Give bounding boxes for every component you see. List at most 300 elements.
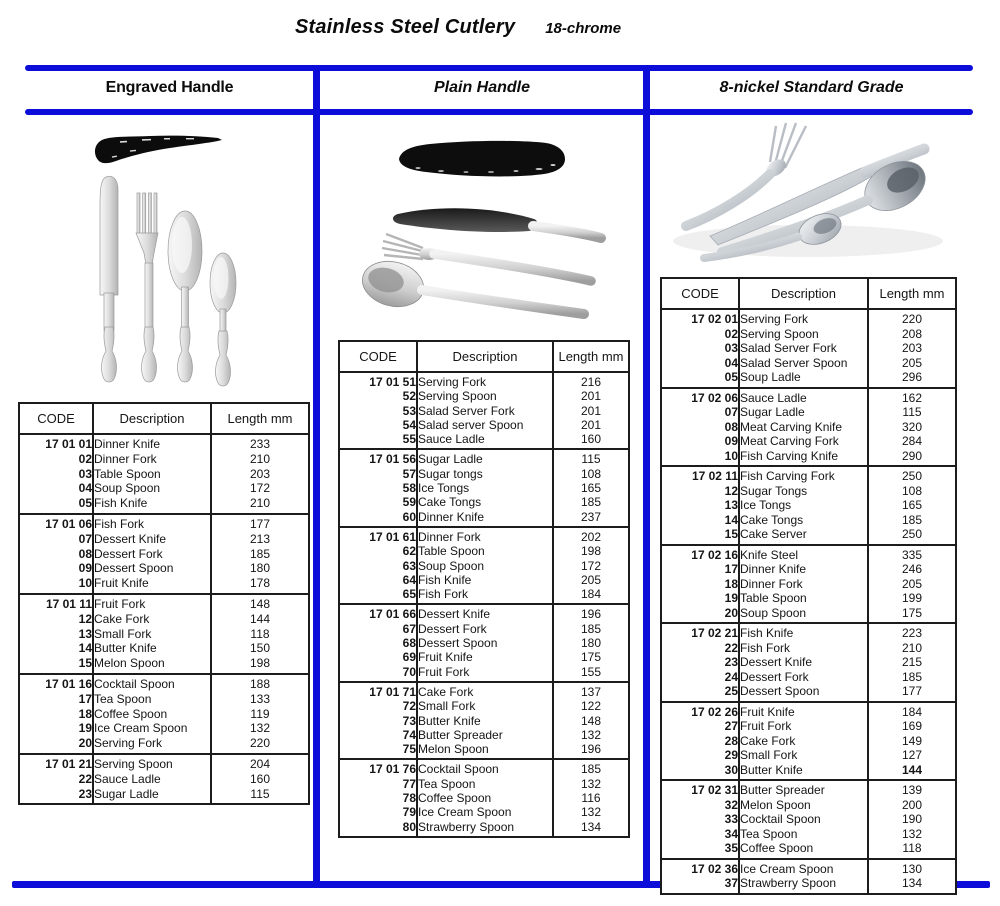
- description-cell: Fruit Knife: [739, 702, 868, 720]
- description-cell: Tea Spoon: [93, 692, 211, 707]
- table-row: [339, 559, 629, 573]
- code-cell: 17 01 71: [339, 682, 417, 699]
- code-cell: 03: [661, 341, 739, 356]
- length-cell: 130: [868, 859, 956, 877]
- length-cell: 250: [868, 527, 956, 545]
- description-cell: Sugar Ladle: [417, 449, 553, 466]
- table-row: [339, 495, 629, 509]
- length-cell: 220: [211, 736, 309, 754]
- code-cell: 14: [19, 641, 93, 656]
- code-cell: 29: [661, 748, 739, 763]
- length-cell: 208: [868, 327, 956, 342]
- code-group: [339, 527, 629, 604]
- code-cell: 07: [19, 532, 93, 547]
- description-cell: Coffee Spoon: [417, 791, 553, 805]
- code-cell: 09: [661, 434, 739, 449]
- table-row: [661, 812, 956, 827]
- description-cell: Serving Fork: [739, 309, 868, 327]
- code-cell: 17 02 21: [661, 623, 739, 641]
- column-header-cell: Description: [93, 403, 211, 434]
- code-group: [339, 604, 629, 681]
- description-cell: Soup Ladle: [739, 370, 868, 388]
- description-cell: Cake Fork: [93, 612, 211, 627]
- code-cell: 17 01 06: [19, 514, 93, 532]
- code-cell: 17 01 76: [339, 759, 417, 776]
- length-cell: 115: [211, 787, 309, 805]
- length-cell: 203: [211, 467, 309, 482]
- code-cell: 64: [339, 573, 417, 587]
- table-row: [661, 388, 956, 406]
- length-cell: 108: [553, 467, 629, 481]
- length-cell: 122: [553, 699, 629, 713]
- code-cell: 75: [339, 742, 417, 759]
- table-row: [19, 754, 309, 772]
- length-cell: 190: [868, 812, 956, 827]
- length-cell: 165: [868, 498, 956, 513]
- length-cell: 178: [211, 576, 309, 594]
- code-group: [661, 466, 956, 545]
- standard-grade-table: [660, 277, 957, 895]
- length-cell: 198: [211, 656, 309, 674]
- description-cell: Fruit Knife: [417, 650, 553, 664]
- table-row: [339, 449, 629, 466]
- table-row: [339, 432, 629, 449]
- code-cell: 77: [339, 777, 417, 791]
- code-cell: 80: [339, 820, 417, 837]
- table-row: [339, 622, 629, 636]
- description-cell: Meat Carving Fork: [739, 434, 868, 449]
- length-cell: 134: [553, 820, 629, 837]
- table-row: [339, 372, 629, 389]
- code-cell: 17 01 51: [339, 372, 417, 389]
- header-row: [661, 278, 956, 309]
- column-divider-1: [313, 65, 320, 888]
- table-row: [661, 641, 956, 656]
- table-row: [661, 484, 956, 499]
- description-cell: Dinner Fork: [93, 452, 211, 467]
- length-cell: 185: [868, 513, 956, 528]
- description-cell: Dessert Knife: [93, 532, 211, 547]
- code-cell: 57: [339, 467, 417, 481]
- description-cell: Small Fork: [417, 699, 553, 713]
- table-row: [339, 587, 629, 604]
- table-row: [339, 665, 629, 682]
- description-cell: Cake Tongs: [417, 495, 553, 509]
- length-cell: 132: [553, 805, 629, 819]
- length-cell: 185: [553, 622, 629, 636]
- table-row: [339, 805, 629, 819]
- length-cell: 290: [868, 449, 956, 467]
- table-row: [661, 356, 956, 371]
- code-group: [661, 780, 956, 859]
- code-group: [339, 449, 629, 526]
- description-cell: Fish Carving Fork: [739, 466, 868, 484]
- engraved-handle-swatch-image: [90, 130, 230, 172]
- table-row: [339, 636, 629, 650]
- code-cell: 35: [661, 841, 739, 859]
- code-group: [339, 372, 629, 449]
- length-cell: 220: [868, 309, 956, 327]
- table-row: [661, 341, 956, 356]
- page-title-row: [0, 16, 958, 39]
- table-row: [19, 787, 309, 805]
- code-cell: 58: [339, 481, 417, 495]
- description-cell: Cake Server: [739, 527, 868, 545]
- description-cell: Fish Fork: [739, 641, 868, 656]
- table-row: [661, 748, 956, 763]
- table-row: [19, 547, 309, 562]
- table-row: [339, 714, 629, 728]
- code-cell: 05: [661, 370, 739, 388]
- code-cell: 73: [339, 714, 417, 728]
- table-row: [19, 641, 309, 656]
- length-cell: 177: [868, 684, 956, 702]
- top-rule: [25, 65, 973, 71]
- code-cell: 10: [19, 576, 93, 594]
- table-row: [339, 527, 629, 544]
- code-cell: 24: [661, 670, 739, 685]
- description-cell: Knife Steel: [739, 545, 868, 563]
- length-cell: 210: [211, 452, 309, 467]
- length-cell: 185: [553, 495, 629, 509]
- length-cell: 205: [868, 356, 956, 371]
- description-cell: Cocktail Spoon: [739, 812, 868, 827]
- code-cell: 10: [661, 449, 739, 467]
- code-group: [19, 674, 309, 754]
- code-cell: 23: [19, 787, 93, 805]
- description-cell: Fish Fork: [417, 587, 553, 604]
- description-cell: Butter Knife: [417, 714, 553, 728]
- table-row: [661, 327, 956, 342]
- table-row: [661, 684, 956, 702]
- code-cell: 17 02 36: [661, 859, 739, 877]
- description-cell: Salad server Spoon: [417, 418, 553, 432]
- description-cell: Butter Spreader: [739, 780, 868, 798]
- description-cell: Ice Tongs: [417, 481, 553, 495]
- code-cell: 08: [661, 420, 739, 435]
- table-row: [339, 777, 629, 791]
- table-row: [339, 573, 629, 587]
- length-cell: 180: [211, 561, 309, 576]
- plain-handle-swatch-image: [396, 138, 568, 180]
- length-cell: 184: [553, 587, 629, 604]
- description-cell: Fish Fork: [93, 514, 211, 532]
- description-cell: Fruit Fork: [739, 719, 868, 734]
- length-cell: 204: [211, 754, 309, 772]
- table-row: [661, 562, 956, 577]
- length-cell: 223: [868, 623, 956, 641]
- table-row: [661, 545, 956, 563]
- code-cell: 17 02 01: [661, 309, 739, 327]
- code-cell: 17: [19, 692, 93, 707]
- description-cell: Cocktail Spoon: [93, 674, 211, 692]
- table-row: [661, 370, 956, 388]
- code-cell: 14: [661, 513, 739, 528]
- length-cell: 237: [553, 510, 629, 527]
- length-cell: 160: [211, 772, 309, 787]
- length-cell: 216: [553, 372, 629, 389]
- code-cell: 65: [339, 587, 417, 604]
- code-cell: 09: [19, 561, 93, 576]
- length-cell: 175: [553, 650, 629, 664]
- description-cell: Cake Tongs: [739, 513, 868, 528]
- length-cell: 132: [553, 777, 629, 791]
- code-cell: 18: [661, 577, 739, 592]
- description-cell: Soup Spoon: [417, 559, 553, 573]
- code-group: [661, 623, 956, 702]
- code-group: [339, 759, 629, 836]
- description-cell: Dessert Fork: [417, 622, 553, 636]
- length-cell: 115: [868, 405, 956, 420]
- code-cell: 62: [339, 544, 417, 558]
- description-cell: Salad Server Fork: [417, 404, 553, 418]
- code-cell: 54: [339, 418, 417, 432]
- description-cell: Salad Server Spoon: [739, 356, 868, 371]
- description-cell: Fish Carving Knife: [739, 449, 868, 467]
- length-cell: 175: [868, 606, 956, 624]
- description-cell: Sugar Ladle: [93, 787, 211, 805]
- code-cell: 17 01 01: [19, 434, 93, 452]
- code-cell: 22: [661, 641, 739, 656]
- code-cell: 32: [661, 798, 739, 813]
- plain-handle-table: [338, 340, 630, 838]
- description-cell: Dessert Spoon: [739, 684, 868, 702]
- table-row: [339, 759, 629, 776]
- table-row: [661, 763, 956, 781]
- column-header-8nickel: 8-nickel Standard Grade: [719, 79, 904, 96]
- code-cell: 02: [19, 452, 93, 467]
- table-row: [19, 576, 309, 594]
- description-cell: Sugar Tongs: [739, 484, 868, 499]
- page-subtitle: 18-chrome: [545, 20, 622, 37]
- table-row: [19, 532, 309, 547]
- code-cell: 15: [19, 656, 93, 674]
- description-cell: Dessert Knife: [739, 655, 868, 670]
- engraved-cutlery-set-image: [90, 173, 240, 390]
- table-row: [19, 452, 309, 467]
- code-cell: 78: [339, 791, 417, 805]
- length-cell: 177: [211, 514, 309, 532]
- table-row: [339, 650, 629, 664]
- description-cell: Butter Spreader: [417, 728, 553, 742]
- length-cell: 320: [868, 420, 956, 435]
- table-row: [339, 742, 629, 759]
- description-cell: Table Spoon: [739, 591, 868, 606]
- length-cell: 119: [211, 707, 309, 722]
- code-cell: 27: [661, 719, 739, 734]
- code-group: [19, 594, 309, 674]
- description-cell: Fruit Fork: [417, 665, 553, 682]
- description-cell: Sugar tongs: [417, 467, 553, 481]
- table-row: [19, 656, 309, 674]
- length-cell: 169: [868, 719, 956, 734]
- engraved-handle-table: [18, 402, 310, 805]
- code-cell: 53: [339, 404, 417, 418]
- length-cell: 203: [868, 341, 956, 356]
- code-group: [661, 388, 956, 467]
- description-cell: Table Spoon: [417, 544, 553, 558]
- length-cell: 201: [553, 389, 629, 403]
- length-cell: 250: [868, 466, 956, 484]
- table-row: [339, 604, 629, 621]
- code-cell: 52: [339, 389, 417, 403]
- length-cell: 185: [211, 547, 309, 562]
- description-cell: Dinner Fork: [739, 577, 868, 592]
- code-cell: 59: [339, 495, 417, 509]
- length-cell: 132: [553, 728, 629, 742]
- length-cell: 172: [211, 481, 309, 496]
- description-cell: Soup Spoon: [739, 606, 868, 624]
- length-cell: 116: [553, 791, 629, 805]
- length-cell: 185: [868, 670, 956, 685]
- code-group: [661, 702, 956, 781]
- code-group: [19, 434, 309, 514]
- length-cell: 199: [868, 591, 956, 606]
- description-cell: Dessert Spoon: [93, 561, 211, 576]
- column-divider-2: [643, 65, 650, 888]
- length-cell: 196: [553, 604, 629, 621]
- length-cell: 296: [868, 370, 956, 388]
- code-cell: 13: [19, 627, 93, 642]
- code-group: [661, 545, 956, 624]
- length-cell: 149: [868, 734, 956, 749]
- length-cell: 200: [868, 798, 956, 813]
- length-cell: 134: [868, 876, 956, 894]
- length-cell: 215: [868, 655, 956, 670]
- table-row: [661, 591, 956, 606]
- table-row: [19, 692, 309, 707]
- code-cell: 12: [661, 484, 739, 499]
- length-cell: 115: [553, 449, 629, 466]
- description-cell: Serving Fork: [93, 736, 211, 754]
- length-cell: 132: [211, 721, 309, 736]
- description-cell: Small Fork: [739, 748, 868, 763]
- length-cell: 201: [553, 418, 629, 432]
- length-cell: 155: [553, 665, 629, 682]
- table-row: [661, 702, 956, 720]
- code-cell: 22: [19, 772, 93, 787]
- table-row: [661, 309, 956, 327]
- code-cell: 17 01 16: [19, 674, 93, 692]
- description-cell: Fish Knife: [739, 623, 868, 641]
- description-cell: Meat Carving Knife: [739, 420, 868, 435]
- code-cell: 20: [661, 606, 739, 624]
- table-row: [339, 418, 629, 432]
- code-cell: 03: [19, 467, 93, 482]
- table-row: [661, 719, 956, 734]
- length-cell: 118: [211, 627, 309, 642]
- column-header-cell: Description: [417, 341, 553, 372]
- table-row: [19, 514, 309, 532]
- description-cell: Tea Spoon: [417, 777, 553, 791]
- code-cell: 17 01 21: [19, 754, 93, 772]
- description-cell: Sugar Ladle: [739, 405, 868, 420]
- code-cell: 70: [339, 665, 417, 682]
- length-cell: 210: [211, 496, 309, 514]
- table-row: [661, 420, 956, 435]
- code-cell: 74: [339, 728, 417, 742]
- description-cell: Coffee Spoon: [93, 707, 211, 722]
- length-cell: 180: [553, 636, 629, 650]
- description-cell: Dessert Fork: [739, 670, 868, 685]
- table-row: [661, 841, 956, 859]
- length-cell: 213: [211, 532, 309, 547]
- table-row: [339, 510, 629, 527]
- code-cell: 28: [661, 734, 739, 749]
- description-cell: Serving Spoon: [93, 754, 211, 772]
- code-group: [19, 514, 309, 594]
- description-cell: Strawberry Spoon: [739, 876, 868, 894]
- code-cell: 79: [339, 805, 417, 819]
- description-cell: Cocktail Spoon: [417, 759, 553, 776]
- column-header-cell: Length mm: [211, 403, 309, 434]
- code-cell: 23: [661, 655, 739, 670]
- table-row: [661, 655, 956, 670]
- code-group: [661, 309, 956, 388]
- table-row: [19, 612, 309, 627]
- description-cell: Ice Cream Spoon: [739, 859, 868, 877]
- table-row: [661, 780, 956, 798]
- code-cell: 05: [19, 496, 93, 514]
- page-title: Stainless Steel Cutlery: [294, 16, 516, 38]
- length-cell: 127: [868, 748, 956, 763]
- description-cell: Cake Fork: [739, 734, 868, 749]
- header-bottom-rule: [25, 109, 973, 115]
- code-cell: 60: [339, 510, 417, 527]
- description-cell: Butter Knife: [93, 641, 211, 656]
- code-cell: 12: [19, 612, 93, 627]
- table-row: [339, 791, 629, 805]
- description-cell: Butter Knife: [739, 763, 868, 781]
- length-cell: 148: [211, 594, 309, 612]
- description-cell: Serving Spoon: [417, 389, 553, 403]
- table-row: [19, 627, 309, 642]
- length-cell: 210: [868, 641, 956, 656]
- table-row: [339, 728, 629, 742]
- table-row: [339, 682, 629, 699]
- length-cell: 202: [553, 527, 629, 544]
- table-row: [661, 466, 956, 484]
- code-cell: 37: [661, 876, 739, 894]
- code-cell: 19: [19, 721, 93, 736]
- description-cell: Serving Fork: [417, 372, 553, 389]
- code-cell: 02: [661, 327, 739, 342]
- description-cell: Coffee Spoon: [739, 841, 868, 859]
- column-header-cell: Length mm: [553, 341, 629, 372]
- code-cell: 19: [661, 591, 739, 606]
- table-row: [661, 798, 956, 813]
- column-header-cell: CODE: [339, 341, 417, 372]
- code-cell: 33: [661, 812, 739, 827]
- description-cell: Fruit Fork: [93, 594, 211, 612]
- header-row: [19, 403, 309, 434]
- code-cell: 25: [661, 684, 739, 702]
- code-group: [339, 682, 629, 759]
- table-row: [661, 670, 956, 685]
- code-cell: 17 01 56: [339, 449, 417, 466]
- length-cell: 162: [868, 388, 956, 406]
- length-cell: 184: [868, 702, 956, 720]
- code-cell: 17 02 31: [661, 780, 739, 798]
- description-cell: Melon Spoon: [739, 798, 868, 813]
- table-row: [339, 404, 629, 418]
- length-cell: 205: [553, 573, 629, 587]
- table-row: [339, 544, 629, 558]
- length-cell: 196: [553, 742, 629, 759]
- length-cell: 137: [553, 682, 629, 699]
- code-cell: 17 02 11: [661, 466, 739, 484]
- description-cell: Dessert Spoon: [417, 636, 553, 650]
